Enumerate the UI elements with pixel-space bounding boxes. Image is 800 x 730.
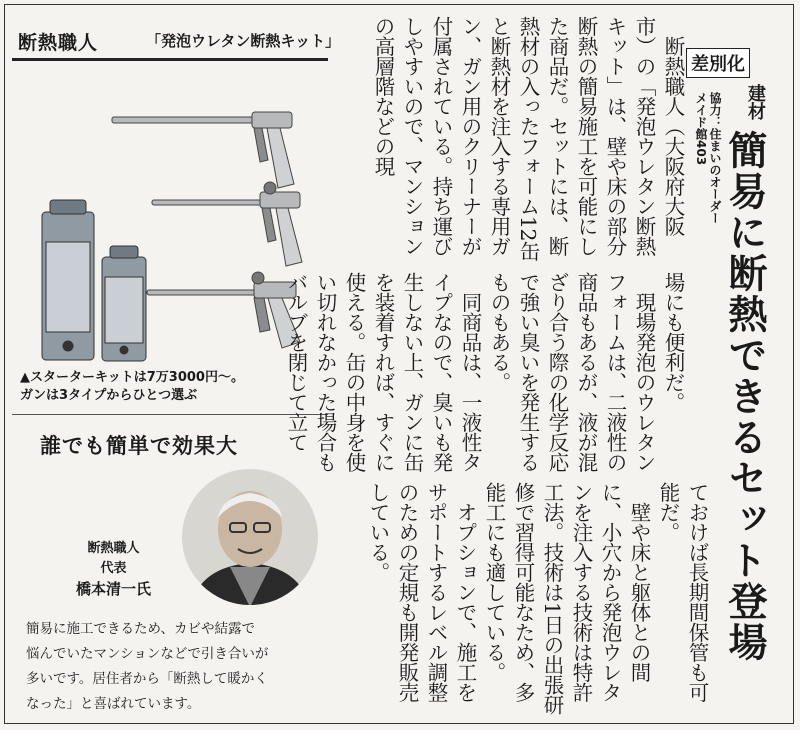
- article-body-block: [284, 272, 687, 472]
- foam-gun-image: [152, 182, 302, 266]
- article-headline: 簡易に断熱できるセット登場: [722, 130, 768, 663]
- caption-line: ▲スターターキットは7万3000円〜。: [20, 370, 244, 385]
- category-tag: 差別化: [686, 48, 750, 78]
- quote-line: 多いです。居住者から「断熱して暖かく: [26, 671, 268, 687]
- body-paragraph: 断熱職人（大阪府大阪市）の「発泡ウレタン断熱キット」は、壁や床の部分断熱の簡易施工を可能にした商品だ。セットには、断熱材の入ったフォーム12缶と断熱材を注入する専用ガン、ガン用のクリーナーが付属されている。持ち運びしやすいので、マンションの高層階などの現: [371, 16, 685, 262]
- section-category: 建材: [745, 84, 766, 120]
- portrait-photo: [180, 467, 320, 607]
- header-rule: [12, 58, 328, 61]
- person-name: 橋本清一氏: [76, 580, 152, 598]
- foam-gun-image: [147, 272, 300, 348]
- foam-can-image: [102, 246, 146, 361]
- foam-gun-image: [112, 112, 294, 188]
- kit-title: 「発泡ウレタン断熱キット」: [146, 32, 341, 50]
- interview-subhead: 誰でも簡単で効果大: [40, 433, 238, 458]
- article-body-block: [339, 16, 687, 264]
- person-company: 断熱職人: [87, 541, 140, 556]
- body-paragraph: 場にも便利だ。 現場発泡のウレタンフォームは、二液性の商品もあるが、液が混ざり合う際の化学反応で強い臭いを発生するものもある。 同商品は、一液性タイプなので、臭いも発生しない上、ガンに缶を装着すれば、すぐに使える。缶の中身を使い切れなかった場合もバルブを閉じて立て: [284, 272, 685, 472]
- product-photo: [32, 72, 322, 362]
- person-role: 代表: [100, 561, 127, 576]
- person-info: [76, 539, 151, 599]
- body-paragraph: ておけば長期間保管も可能だ。 壁や床と躯体との間に、小穴から発泡ウレタンを注入する技術は特許工法。技術は1日の出張研修で習得可能なため、多能工にも適している。 オプションで、施工をサポートするレベル調整のための定規も開発販売している。: [366, 482, 709, 715]
- quote-line: なった」と喜ばれています。: [26, 696, 201, 712]
- brand-name: 断熱職人: [18, 32, 99, 54]
- article-body-block: [339, 482, 711, 718]
- caption-line: ガンは3タイプからひとつ選ぶ: [20, 388, 198, 403]
- foam-can-image: [42, 200, 94, 360]
- interview-quote: [26, 617, 326, 717]
- quote-line: 悩んでいたマンションなどで引き合いが: [26, 646, 269, 662]
- quote-line: 簡易に施工できるため、カビや結露で: [26, 621, 255, 637]
- cooperation-credit: 協力：住まいのオーダーメイド館403: [694, 92, 722, 224]
